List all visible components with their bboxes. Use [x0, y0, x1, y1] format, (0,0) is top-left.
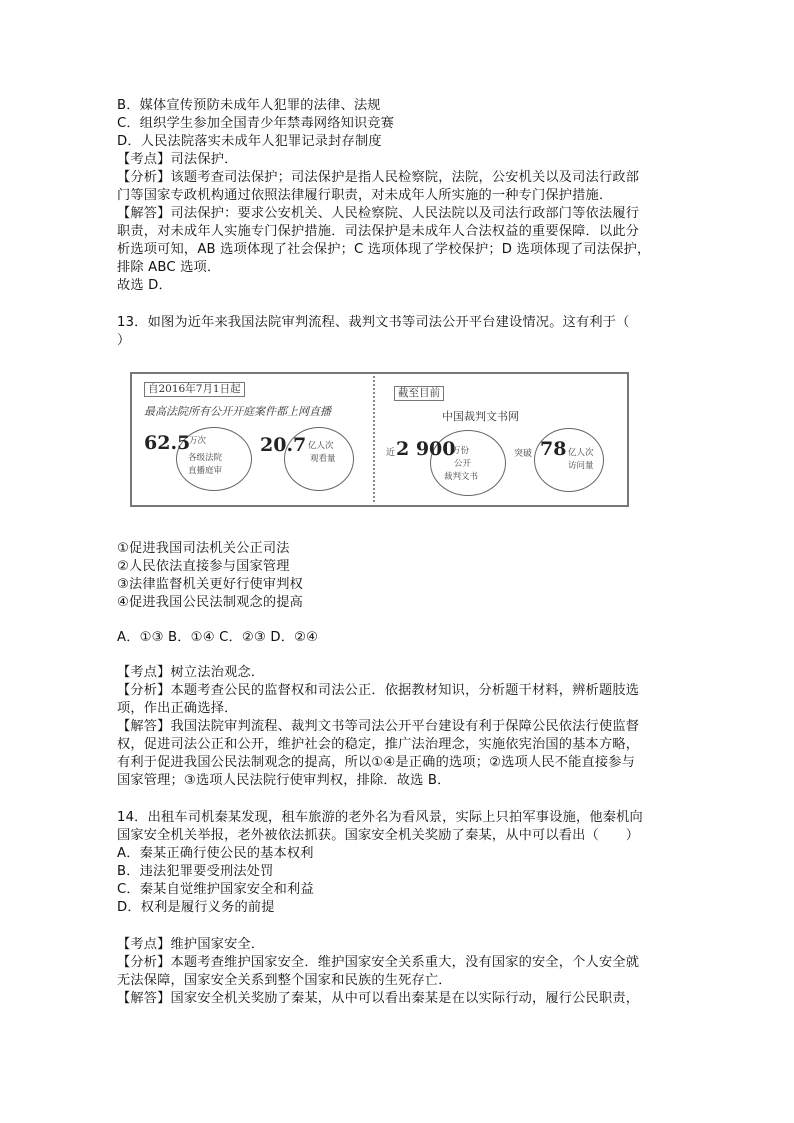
analysis-line: 【分析】本题考查维护国家安全．维护国家安全关系重大，没有国家的安全，个人安全就 [117, 955, 640, 970]
stat-desc: 亿人次 [308, 441, 334, 451]
answer-line: 有利于促进我国公民法制观念的提高，所以①④是正确的选项；②选项人民不能直接参与 [117, 755, 636, 770]
statement-line: ③法律监督机关更好行使审判权 [117, 577, 304, 592]
stat-value: 62.5 [144, 432, 191, 454]
stat-desc: 直播庭审 [188, 466, 223, 476]
stat-prefix: 近 [386, 448, 396, 458]
statement-line: ②人民依法直接参与国家管理 [117, 559, 290, 574]
question-14-cont: 国家安全机关举报，老外被依法抓获。国家安全机关奖励了秦某，从中可以看出（ ） [117, 828, 640, 843]
right-subtitle: 中国裁判文书网 [442, 410, 519, 423]
statement-line: ①促进我国司法机关公正司法 [117, 541, 290, 556]
option-d-line: D．人民法院落实未成年人犯罪记录封存制度 [117, 134, 382, 149]
options-line: A．①③ B．①④ C．②③ D．②④ [117, 630, 319, 645]
left-date-tag: 自2016年7月1日起 [144, 382, 245, 397]
answer-line: 排除 ABC 选项． [117, 260, 221, 275]
answer-line: 权，促进司法公正和公开，维护社会的稳定，推广法治理念，实施依宪治国的基本方略， [117, 737, 640, 752]
answer-line: 【解答】我国法院审判流程、裁判文书等司法公开平台建设有利于保障公民依法行使监督 [117, 719, 640, 734]
analysis-line: 【分析】该题考查司法保护；司法保护是指人民检察院，法院，公安机关以及司法行政部 [117, 170, 640, 185]
stat-desc: 万份 [452, 446, 470, 456]
analysis-line: 门等国家专政机构通过依照法律履行职责，对未成年人所实施的一种专门保护措施． [117, 188, 613, 203]
stat-unit: 万次 [189, 436, 207, 446]
choice-line: 故选 D． [117, 278, 172, 293]
option-c-line: C．秦某自觉维护国家安全和利益 [117, 882, 314, 897]
stat-value: 2 900 [396, 438, 456, 460]
right-date-tag: 截至目前 [394, 386, 444, 401]
answer-line: 职责，对未成年人实施专门保护措施．司法保护是未成年人合法权益的重要保障．以此分 [117, 224, 640, 239]
question-13: 13．如图为近年来我国法院审判流程、裁判文书等司法公开平台建设情况。这有利于（ [117, 315, 630, 330]
statement-line: ④促进我国公民法制观念的提高 [117, 595, 304, 610]
court-openness-figure [130, 372, 627, 505]
option-c-line: C．组织学生参加全国青少年禁毒网络知识竞赛 [117, 116, 395, 131]
option-b-line: B．媒体宣传预防未成年人犯罪的法律、法规 [117, 98, 381, 113]
stat-value: 20.7 [260, 434, 307, 456]
kaodian-line: 【考点】维护国家安全． [117, 937, 265, 952]
analysis-line: 无法保障，国家安全关系到整个国家和民族的生死存亡． [117, 973, 452, 988]
answer-line: 【解答】司法保护：要求公安机关、人民检察院、人民法院以及司法行政部门等依法履行 [117, 206, 640, 221]
question-13-cont: ） [117, 333, 131, 348]
kaodian-line: 【考点】司法保护． [117, 152, 238, 167]
answer-line: 国家管理；③选项人民法院行使审判权，排除．故选 B． [117, 773, 451, 788]
answer-line: 【解答】国家安全机关奖励了秦某，从中可以看出秦某是在以实际行动，履行公民职责， [117, 991, 640, 1006]
option-b-line: B．违法犯罪要受刑法处罚 [117, 864, 274, 879]
option-d-line: D．权利是履行义务的前提 [117, 900, 275, 915]
left-subtitle: 最高法院所有公开开庭案件都上网直播 [144, 405, 331, 418]
answer-line: 析选项可知，AB 选项体现了社会保护；C 选项体现了学校保护；D 选项体现了司法保护， [117, 242, 651, 257]
option-a-line: A．秦某正确行使公民的基本权利 [117, 846, 314, 861]
analysis-line: 项，作出正确选择． [117, 701, 238, 716]
stat-desc: 访问量 [568, 461, 594, 471]
stat-desc: 观看量 [310, 454, 336, 464]
stat-desc: 公开 [454, 459, 472, 469]
stat-desc: 裁判文书 [444, 472, 479, 482]
kaodian-line: 【考点】树立法治观念． [117, 665, 265, 680]
figure-divider [373, 376, 375, 502]
stat-desc: 亿人次 [568, 448, 594, 458]
analysis-line: 【分析】本题考查公民的监督权和司法公正．依据教材知识，分析题干材料，辨析题肢选 [117, 683, 640, 698]
question-14: 14．出租车司机秦某发现，租车旅游的老外名为看风景，实际上只拍军事设施，他秦机向 [117, 810, 643, 825]
stat-prefix: 突破 [514, 449, 533, 459]
stat-value: 78 [540, 438, 567, 460]
stat-desc: 各级法院 [188, 453, 223, 463]
